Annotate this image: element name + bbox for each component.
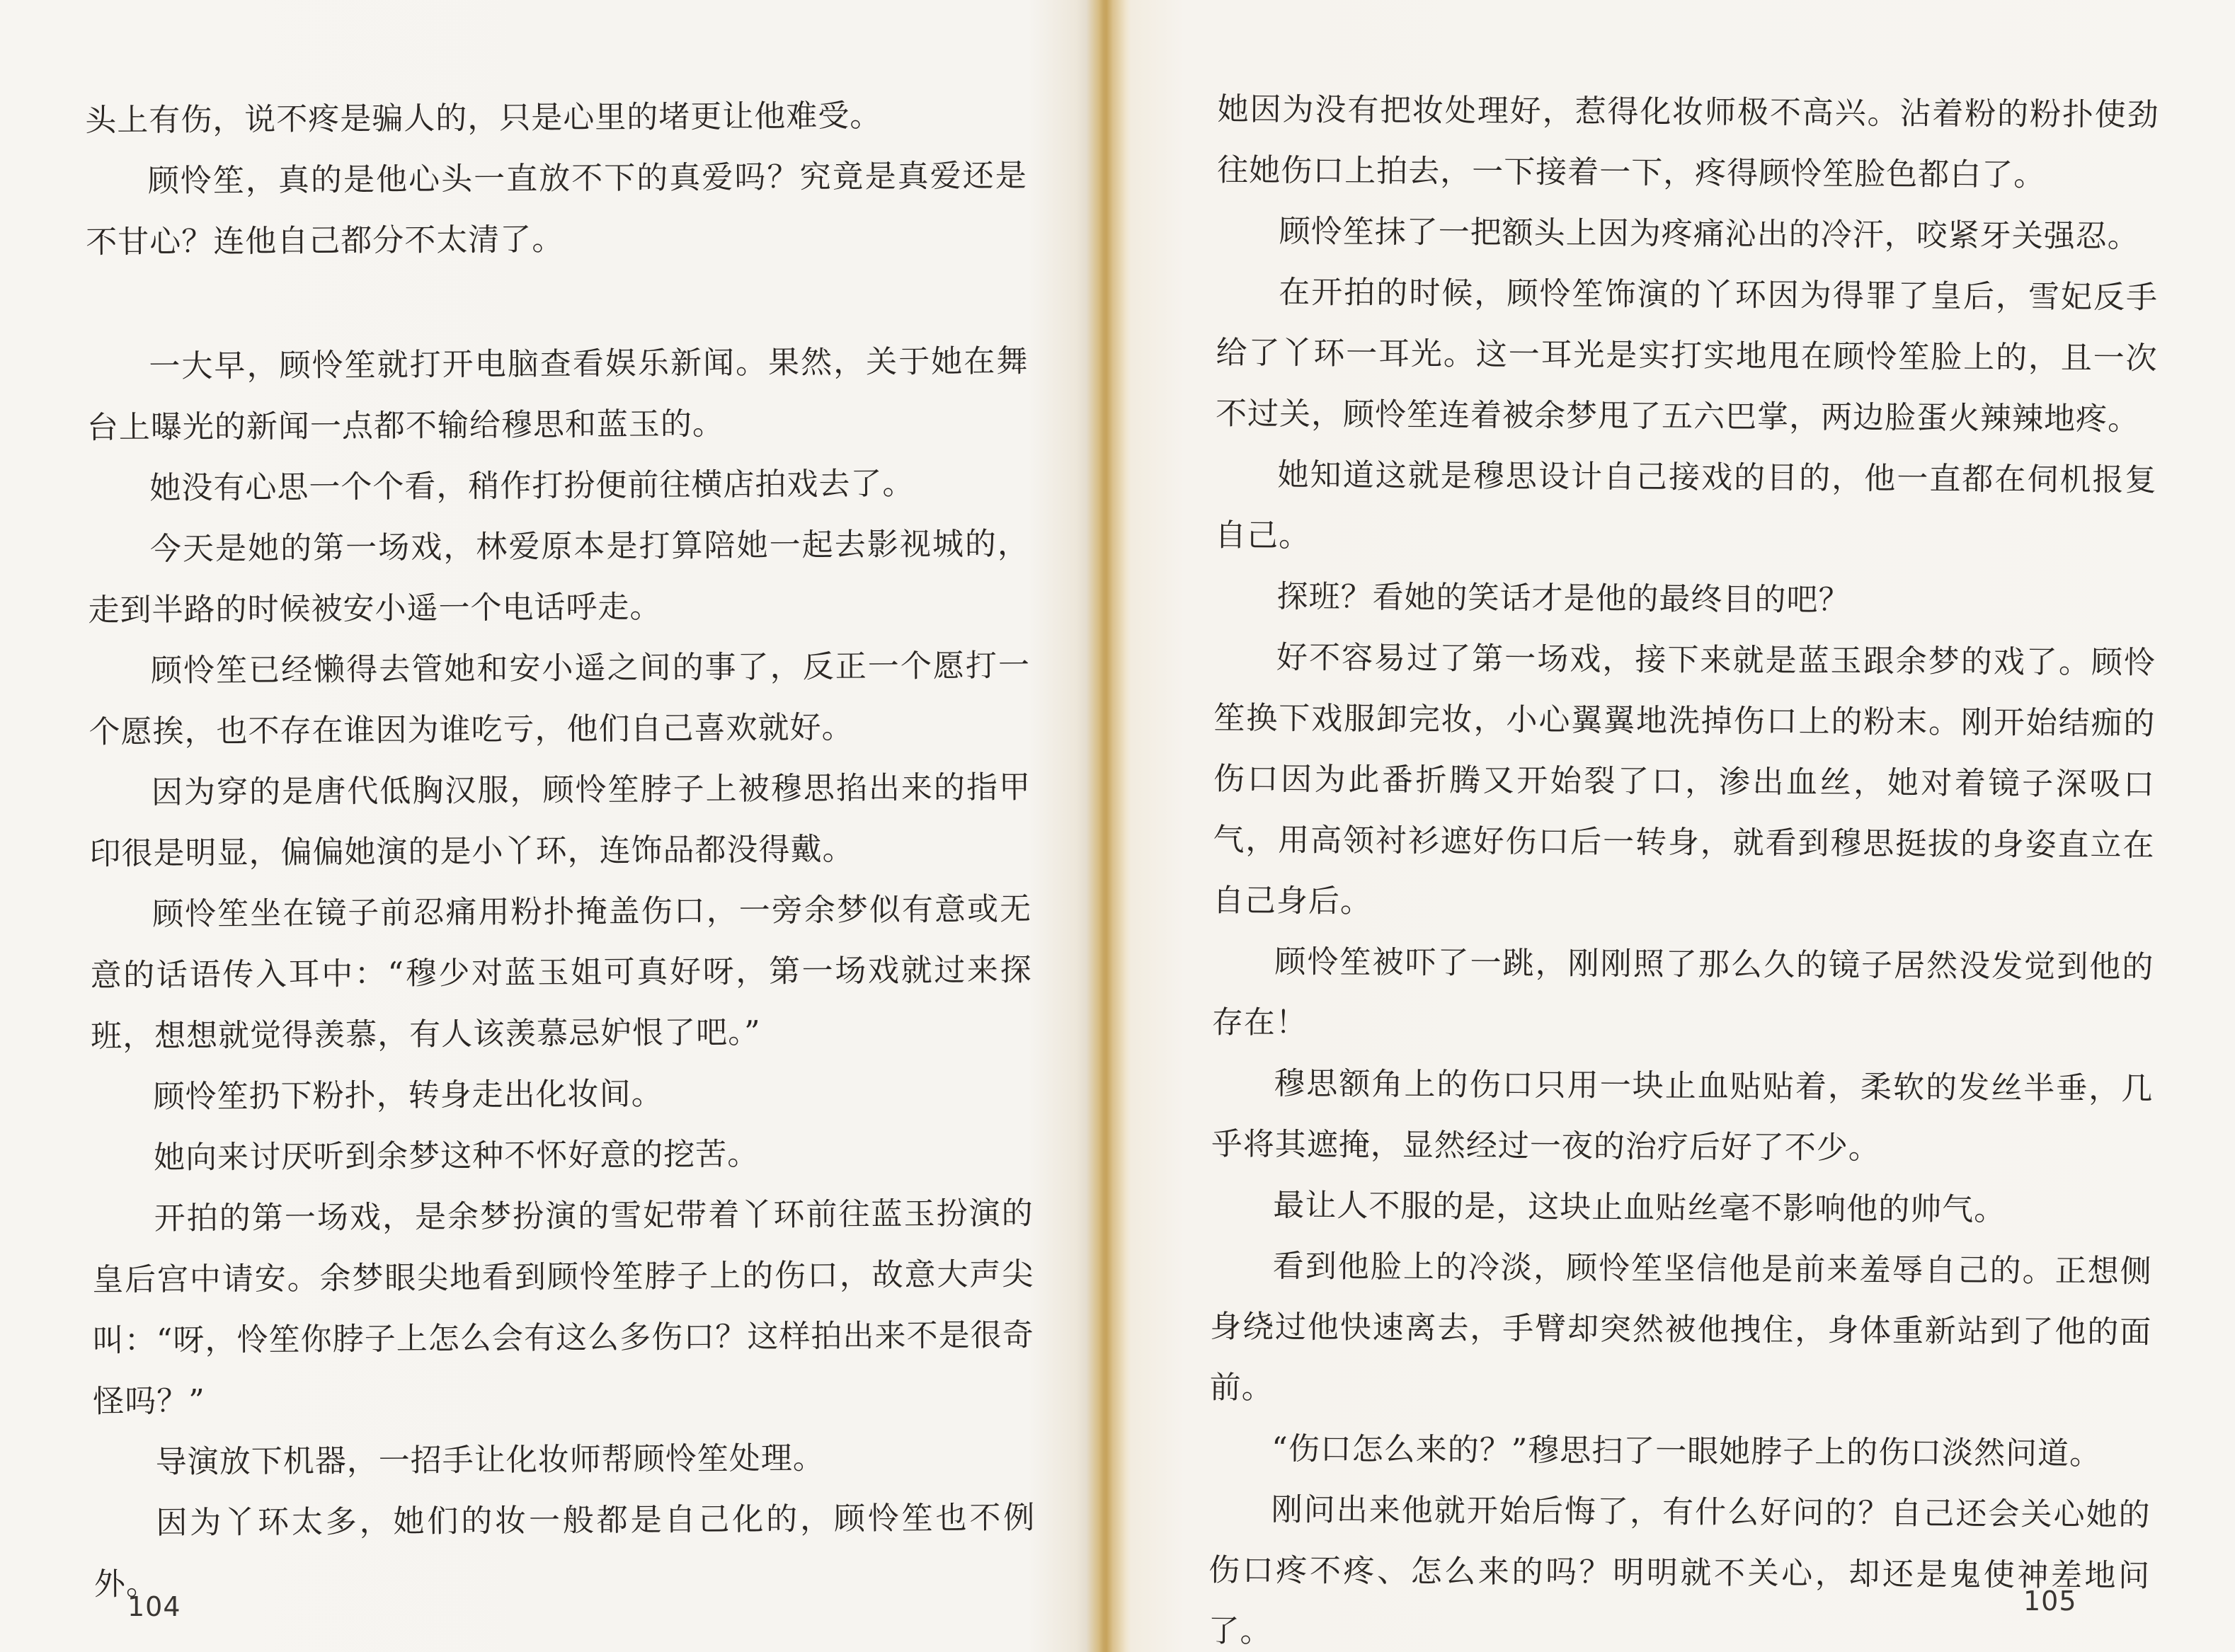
paragraph: 在开拍的时候，顾怜笙饰演的丫环因为得罪了皇后，雪妃反手给了丫环一耳光。这一耳光是实打实地甩在顾怜笙脸上的，且一次不过关，顾怜笙连着被余梦甩了五六巴掌，两边脸蛋火辣辣地疼。 xyxy=(1215,274,2159,437)
paragraph: 一大早，顾怜笙就打开电脑查看娱乐新闻。果然，关于她在舞台上曝光的新闻一点都不输给穆思和蓝玉的。 xyxy=(86,343,1029,446)
paragraph: 顾怜笙抹了一把额头上因为疼痛沁出的冷汗，咬紧牙关强忍。 xyxy=(1279,213,2139,255)
paragraph: 头上有伤，说不疼是骗人的，只是心里的堵更让他难受。 xyxy=(85,98,882,139)
paragraph: 她因为没有把妆处理好，惹得化妆师极不高兴。沾着粉的粉扑使劲往她伤口上拍去，一下接着一下，疼得顾怜笙脸色都白了。 xyxy=(1217,91,2159,194)
paragraph: “伤口怎么来的？”穆思扫了一眼她脖子上的伤口淡然问道。 xyxy=(1271,1430,2102,1472)
right-page-text xyxy=(1208,79,2159,1652)
paragraph: 探班？看她的笑话才是他的最终目的吧？ xyxy=(1276,578,1851,619)
paragraph: 顾怜笙，真的是他心头一直放不下的真爱吗？究竟是真爱还是不甘心？连他自己都分不太清了。 xyxy=(86,157,1027,260)
paragraph: 刚问出来他就开始后悔了，有什么好问的？自己还会关心她的伤口疼不疼、怎么来的吗？明明就不关心，却还是鬼使神差地问了。 xyxy=(1208,1491,2151,1650)
paragraph: 今天是她的第一场戏，林爱原本是打算陪她一起去影视城的，走到半路的时候被安小遥一个电话呼走。 xyxy=(88,525,1030,629)
paragraph: 顾怜笙坐在镜子前忍痛用粉扑掩盖伤口，一旁余梦似有意或无意的话语传入耳中：“穆少对蓝玉姐可真好呀，第一场戏就过来探班，想想就觉得羡慕，有人该羡慕忌妒恨了吧。” xyxy=(90,890,1032,1055)
paragraph: 她向来讨厌听到余梦这种不怀好意的挖苦。 xyxy=(154,1136,760,1176)
page-number: 105 xyxy=(2023,1585,2077,1617)
left-page-text xyxy=(85,85,1036,1615)
paragraph: 她知道这就是穆思设计自己接戏的目的，他一直都在伺机报复自己。 xyxy=(1214,457,2157,554)
paragraph: 最让人不服的是，这块止血贴丝毫不影响他的帅气。 xyxy=(1273,1187,2006,1228)
right-page xyxy=(1133,0,2235,1652)
paragraph: 因为穿的是唐代低胸汉服，顾怜笙脖子上被穆思掐出来的指甲印很是明显，偏偏她演的是小丫环，连饰品都没得戴。 xyxy=(89,769,1031,872)
page-number: 104 xyxy=(127,1591,181,1622)
paragraph: 因为丫环太多，她们的妆一般都是自己化的，顾怜笙也不例外。 xyxy=(93,1499,1036,1602)
paragraph: 穆思额角上的伤口只用一块止血贴贴着，柔软的发丝半垂，几乎将其遮掩，显然经过一夜的治疗后好了不少。 xyxy=(1211,1065,2154,1166)
paragraph: 顾怜笙已经懒得去管她和安小遥之间的事了，反正一个愿打一个愿挨，也不存在谁因为谁吃亏，他们自己喜欢就好。 xyxy=(88,647,1031,750)
left-page xyxy=(0,0,1090,1652)
paragraph: 导演放下机器，一招手让化妆师帮顾怜笙处理。 xyxy=(155,1440,825,1481)
paragraph: 好不容易过了第一场戏，接下来就是蓝玉跟余梦的戏了。顾怜笙换下戏服卸完妆，小心翼翼地洗掉伤口上的粉末。刚开始结痂的伤口因为此番折腾又开始裂了口，渗出血丝，她对着镜子深吸口气，用高领衬衫遮好伤口后一转身，就看到穆思挺拔的身姿直立在自己身后。 xyxy=(1212,639,2156,920)
paragraph: 她没有心思一个个看，稍作打扮便前往横店拍戏去了。 xyxy=(149,465,915,507)
paragraph: 看到他脸上的冷淡，顾怜笙坚信他是前来羞辱自己的。正想侧身绕过他快速离去，手臂却突然被他拽住，身体重新站到了他的面前。 xyxy=(1209,1248,2152,1406)
paragraph: 顾怜笙被吓了一跳，刚刚照了那么久的镜子居然没发觉到他的存在！ xyxy=(1211,943,2154,1041)
paragraph: 开拍的第一场戏，是余梦扮演的雪妃带着丫环前往蓝玉扮演的皇后宫中请安。余梦眼尖地看到顾怜笙脖子上的伤口，故意大声尖叫：“呀，怜笙你脖子上怎么会有这么多伤口？这样拍出来不是很奇怪吗？” xyxy=(92,1195,1034,1420)
paragraph: 顾怜笙扔下粉扑，转身走出化妆间。 xyxy=(153,1076,663,1115)
